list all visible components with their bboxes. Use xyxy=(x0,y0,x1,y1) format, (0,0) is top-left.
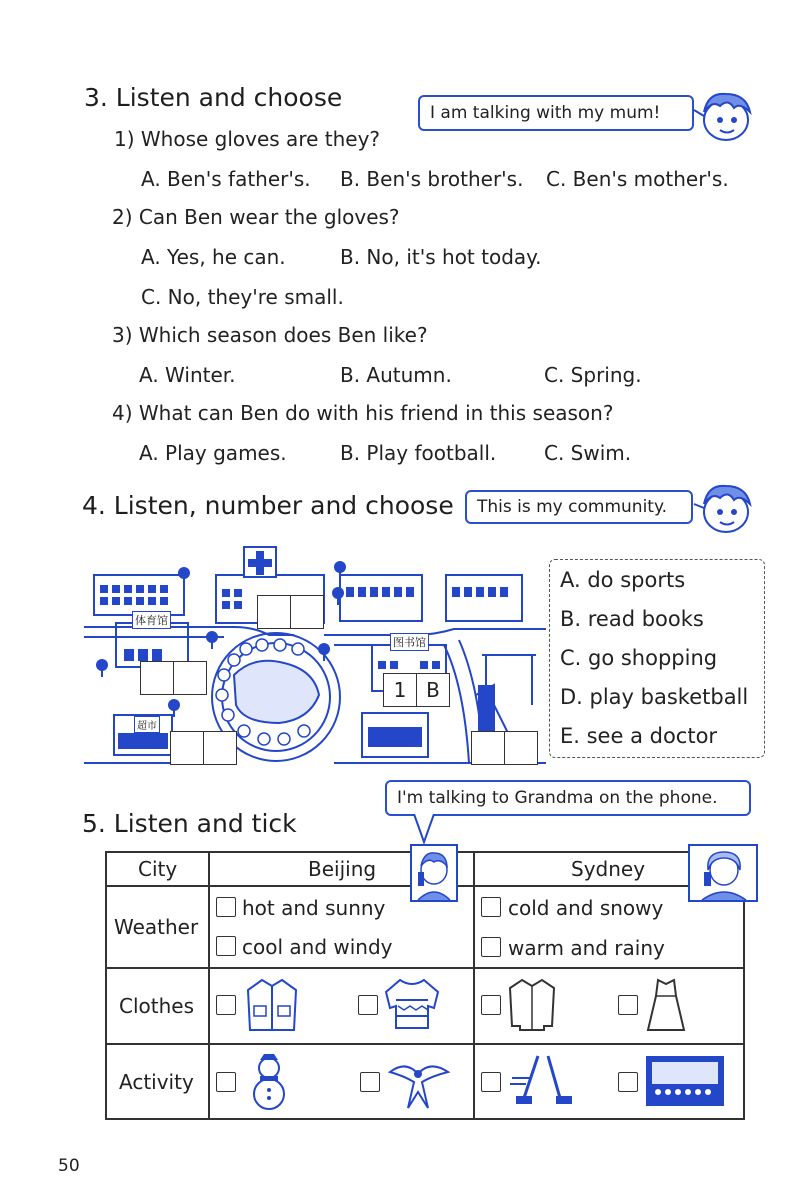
q3-option-a[interactable]: A. Winter. xyxy=(139,363,236,387)
sydney-weather-1: cold and snowy xyxy=(508,896,664,920)
q4-option-b[interactable]: B. Play football. xyxy=(340,441,497,465)
dress-icon xyxy=(644,976,688,1034)
checkbox-beijing-snowman[interactable] xyxy=(216,1072,236,1092)
section4-title: 4. Listen, number and choose xyxy=(82,491,454,520)
q2-option-b[interactable]: B. No, it's hot today. xyxy=(340,245,542,269)
example-letter-box: B xyxy=(416,673,450,707)
grandma-phone-avatar xyxy=(688,844,758,902)
checkbox-beijing-cool-windy[interactable] xyxy=(216,936,236,956)
header-sydney: Sydney xyxy=(571,857,646,881)
answer-box-hospital-number[interactable] xyxy=(257,595,291,629)
sydney-weather-2: warm and rainy xyxy=(508,936,665,960)
q4-option-c[interactable]: C. Swim. xyxy=(544,441,632,465)
example-number-box: 1 xyxy=(383,673,417,707)
answer-box-supermarket-number[interactable] xyxy=(170,731,204,765)
boy-face-icon xyxy=(690,478,758,536)
speech-bubble-community xyxy=(465,490,693,524)
checkbox-sydney-dress[interactable] xyxy=(618,995,638,1015)
q2-option-c[interactable]: C. No, they're small. xyxy=(141,285,344,309)
page-number: 50 xyxy=(58,1156,80,1176)
sweater-icon xyxy=(384,976,440,1032)
bubble-tail xyxy=(410,814,440,846)
bubble-text: This is my community. xyxy=(477,497,667,517)
activity-options-box xyxy=(549,559,765,758)
option-c: C. go shopping xyxy=(560,646,718,670)
beijing-weather-2: cool and windy xyxy=(242,935,393,959)
checkbox-sydney-cold-snowy[interactable] xyxy=(481,897,501,917)
checkbox-sydney-walking[interactable] xyxy=(481,1072,501,1092)
row-label-clothes: Clothes xyxy=(119,994,194,1018)
answer-box-hospital-letter[interactable] xyxy=(290,595,324,629)
speech-bubble-mum xyxy=(418,95,694,131)
question-2: 2) Can Ben wear the gloves? xyxy=(112,205,400,229)
library-label: 图书馆 xyxy=(390,633,429,651)
checkbox-beijing-hot-sunny[interactable] xyxy=(216,897,236,917)
walking-legs-icon xyxy=(508,1054,580,1108)
option-e: E. see a doctor xyxy=(560,724,718,748)
q3-option-b[interactable]: B. Autumn. xyxy=(340,363,452,387)
q1-option-a[interactable]: A. Ben's father's. xyxy=(141,167,311,191)
question-4: 4) What can Ben do with his friend in this season? xyxy=(112,401,614,425)
checkbox-beijing-sweater[interactable] xyxy=(358,995,378,1015)
checkbox-beijing-jacket[interactable] xyxy=(216,995,236,1015)
swallow-kite-icon xyxy=(386,1052,452,1112)
header-beijing: Beijing xyxy=(308,857,377,881)
checkbox-sydney-theatre[interactable] xyxy=(618,1072,638,1092)
boy-face-icon xyxy=(690,88,758,144)
answer-box-gym-number[interactable] xyxy=(140,661,174,695)
q1-option-c[interactable]: C. Ben's mother's. xyxy=(546,167,729,191)
q4-option-a[interactable]: A. Play games. xyxy=(139,441,287,465)
option-b: B. read books xyxy=(560,607,704,631)
section3-title: 3. Listen and choose xyxy=(84,83,343,112)
boy-phone-avatar xyxy=(410,844,458,902)
question-1: 1) Whose gloves are they? xyxy=(114,127,381,151)
question-3: 3) Which season does Ben like? xyxy=(112,323,428,347)
shirt-icon xyxy=(508,976,556,1034)
beijing-weather-1: hot and sunny xyxy=(242,896,386,920)
jacket-icon xyxy=(244,976,300,1034)
answer-box-supermarket-letter[interactable] xyxy=(203,731,237,765)
answer-box-gym-letter[interactable] xyxy=(173,661,207,695)
answer-box-playground-letter[interactable] xyxy=(504,731,538,765)
theatre-icon xyxy=(644,1052,726,1110)
header-city: City xyxy=(138,857,178,881)
answer-box-playground-number[interactable] xyxy=(471,731,505,765)
bubble-text: I'm talking to Grandma on the phone. xyxy=(397,788,718,808)
checkbox-sydney-shirt[interactable] xyxy=(481,995,501,1015)
q3-option-c[interactable]: C. Spring. xyxy=(544,363,642,387)
gym-label: 体育馆 xyxy=(132,611,171,629)
q2-option-a[interactable]: A. Yes, he can. xyxy=(141,245,286,269)
option-d: D. play basketball xyxy=(560,685,749,709)
supermarket-label: 超市 xyxy=(134,716,160,733)
option-a: A. do sports xyxy=(560,568,686,592)
section5-title: 5. Listen and tick xyxy=(82,809,297,838)
row-label-activity: Activity xyxy=(119,1070,194,1094)
checkbox-sydney-warm-rainy[interactable] xyxy=(481,937,501,957)
q1-option-b[interactable]: B. Ben's brother's. xyxy=(340,167,524,191)
row-label-weather: Weather xyxy=(114,915,199,939)
speech-bubble-grandma xyxy=(385,780,751,816)
checkbox-beijing-kite[interactable] xyxy=(360,1072,380,1092)
snowman-icon xyxy=(246,1052,292,1112)
bubble-text: I am talking with my mum! xyxy=(430,103,661,123)
